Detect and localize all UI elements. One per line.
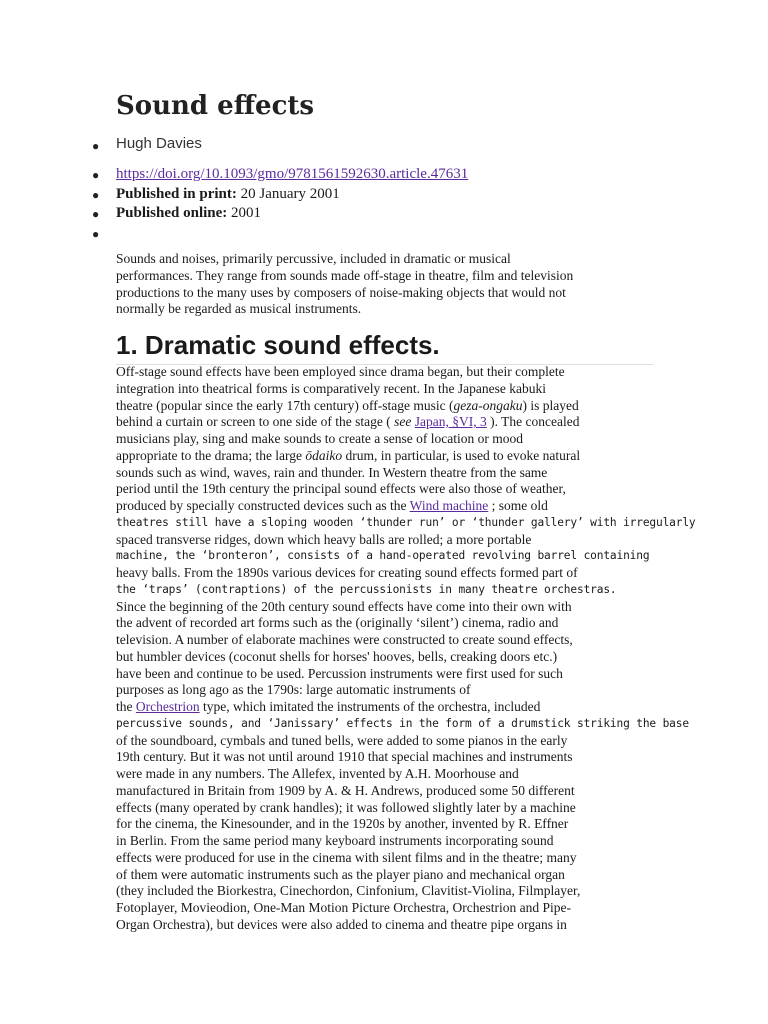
body-line: (they included the Biorkestra, Cinechordon, Cinfonium, Clavitist-Violina, Filmplayer, bbox=[116, 883, 581, 899]
see-label: see bbox=[394, 414, 412, 430]
article-title: Sound effects bbox=[116, 91, 315, 121]
published-print-value: 20 January 2001 bbox=[236, 185, 340, 202]
bullet-dot: ● bbox=[92, 187, 100, 202]
body-line: of the soundboard, cymbals and tuned bells, were added to some pianos in the early bbox=[116, 732, 568, 748]
body-line: sounds such as wind, waves, rain and thunder. In Western theatre from the same bbox=[116, 464, 548, 480]
term-odaiko: ōdaiko bbox=[305, 447, 343, 463]
body-line: the ‘traps’ (contraptions) of the percussionists in many theatre orchestras. bbox=[116, 582, 617, 596]
section-heading: 1. Dramatic sound effects. bbox=[116, 327, 654, 365]
abstract-line: Sounds and noises, primarily percussive, included in dramatic or musical bbox=[116, 251, 511, 266]
published-online-item bbox=[116, 204, 468, 224]
bullet-dot: ● bbox=[92, 226, 100, 241]
bullet-dot: ● bbox=[92, 168, 100, 182]
body-line: musicians play, sing and make sounds to create a sense of location or mood bbox=[116, 431, 524, 446]
doi-item bbox=[116, 165, 468, 185]
section-body bbox=[116, 364, 696, 934]
published-print-label: Published in print: bbox=[116, 185, 237, 202]
body-line: manufactured in Britain from 1909 by A. & H. Andrews, produced some 50 different bbox=[116, 782, 575, 798]
body-line: Since the beginning of the 20th century sound effects have come into their own with bbox=[116, 598, 572, 614]
wind-machine-link[interactable]: Wind machine bbox=[409, 498, 489, 513]
body-line: behind a curtain or screen to one side of the stage ( see Japan, §VI, 3 ). The concealed bbox=[116, 414, 580, 430]
body-line: spaced transverse ridges, down which heavy balls are rolled; a more portable bbox=[116, 531, 532, 547]
body-line: Fotoplayer, Movieodion, One-Man Motion Picture Orchestra, Orchestrion and Pipe- bbox=[116, 900, 571, 915]
body-line: theatre (popular since the early 17th century) off-stage music (geza-ongaku) is played bbox=[116, 397, 579, 413]
body-line: the advent of recorded art forms such as the (originally ‘silent’) cinema, radio and bbox=[116, 615, 559, 631]
body-line: theatres still have a sloping wooden ‘thunder run’ or ‘thunder gallery’ with irregularly bbox=[116, 515, 696, 529]
body-line: purposes as long ago as the 1790s: large automatic instruments of bbox=[116, 682, 471, 698]
body-line: heavy balls. From the 1890s various devices for creating sound effects formed part of bbox=[116, 565, 578, 580]
body-line: effects were produced for use in the cinema with silent films and in the theatre; many bbox=[116, 849, 577, 865]
abstract-line: performances. They range from sounds made off-stage in theatre, film and television bbox=[116, 267, 574, 283]
doi-link[interactable]: https://doi.org/10.1093/gmo/9781561592630.article.47631 bbox=[116, 166, 469, 182]
abstract-line: normally be regarded as musical instruments. bbox=[116, 301, 362, 317]
bullet-dot: ● bbox=[92, 207, 100, 222]
published-online-label: Published online: bbox=[116, 205, 228, 222]
body-line: for the cinema, the Kinesounder, and in the 1920s by another, invented by R. Effner bbox=[116, 816, 569, 832]
body-line: were made in any numbers. The Allefex, invented by A.H. Moorhouse and bbox=[116, 766, 519, 781]
body-line: appropriate to the drama; the large ōdaiko drum, in particular, is used to evoke natural bbox=[116, 447, 581, 463]
body-line: Off-stage sound effects have been employed since drama began, but their complete bbox=[116, 364, 565, 379]
term-geza-ongaku: geza-ongaku bbox=[453, 397, 523, 413]
orchestrion-link[interactable]: Orchestrion bbox=[135, 699, 200, 714]
body-line: integration into theatrical forms is comparatively recent. In the Japanese kabuki bbox=[116, 380, 546, 396]
body-line: produced by specially constructed devices such as the Wind machine ; some old bbox=[116, 498, 548, 513]
body-line: machine, the ‘bronteron’, consists of a hand-operated revolving barrel containing bbox=[116, 549, 650, 563]
body-line: have been and continue to be used. Percussion instruments were first used for such bbox=[116, 665, 563, 681]
article-metadata bbox=[116, 165, 468, 243]
abstract-line: productions to the many uses by composers of noise-making objects that would not bbox=[116, 284, 566, 300]
body-line: period until the 19th century the principal sound effects were also those of weather, bbox=[116, 481, 566, 497]
body-line: television. A number of elaborate machines were constructed to create sound effects, bbox=[116, 632, 573, 647]
body-line: in Berlin. From the same period many keyboard instruments incorporating sound bbox=[116, 833, 554, 848]
author-name: Hugh Davies bbox=[116, 135, 202, 152]
body-line: of them were automatic instruments such as the player piano and mechanical organ bbox=[116, 866, 565, 882]
bullet-dot: ● bbox=[92, 139, 100, 153]
published-online-value: 2001 bbox=[227, 205, 262, 222]
empty-item bbox=[116, 224, 468, 244]
body-line: 19th century. But it was not until around 1910 that special machines and instruments bbox=[116, 749, 573, 765]
body-line: effects (many operated by crank handles); it was followed slightly later by a machine bbox=[116, 799, 576, 815]
body-line: the Orchestrion type, which imitated the instruments of the orchestra, included bbox=[116, 699, 541, 714]
article-abstract bbox=[116, 251, 636, 318]
published-print-item bbox=[116, 185, 468, 205]
body-line: Organ Orchestra), but devices were also added to cinema and theatre pipe organs in bbox=[116, 916, 567, 932]
japan-link[interactable]: Japan, §VI, 3 bbox=[414, 414, 487, 430]
body-line: but humbler devices (coconut shells for horses' hooves, bells, creaking doors etc.) bbox=[116, 648, 558, 664]
body-line: percussive sounds, and ‘Janissary’ effects in the form of a drumstick striking the base bbox=[116, 716, 689, 730]
